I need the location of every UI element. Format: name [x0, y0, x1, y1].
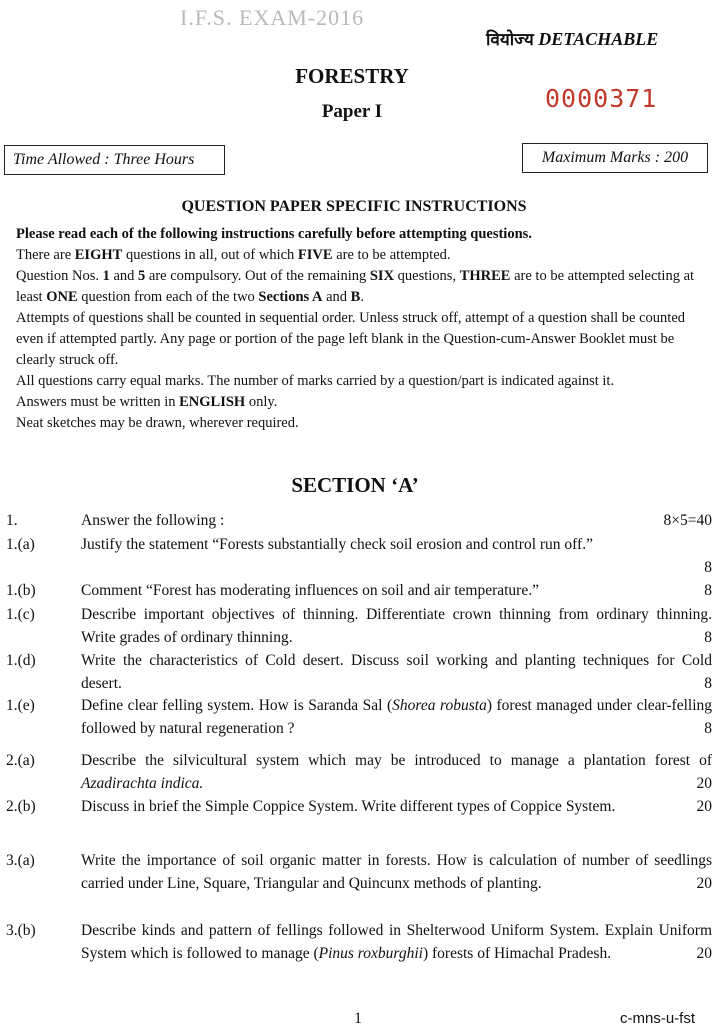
question-number: 2.(b): [6, 798, 36, 815]
instruction-4: All questions carry equal marks. The number of marks carried by a question/part is indicated against it.: [16, 373, 615, 389]
question-2a: 2.(a) Describe the silvicultural system which may be introduced to manage a plantation forest of Azadirachta indica. 20: [0, 749, 720, 795]
question-marks: 20: [696, 775, 712, 792]
question-marks: 20: [696, 798, 712, 815]
question-marks: 8: [704, 720, 712, 737]
serial-number: 0000371: [545, 84, 658, 113]
question-text: Write the importance of soil organic matter in forests. How is calculation of number of seedlings carried under Line, Square, Triangular and Quincunx methods of planting.: [81, 852, 712, 892]
instruction-2: Question Nos. 1 and 5 are compulsory. Out of the remaining SIX questions, THREE are to be attempted selecting at least ONE question from each of the two Sections A and B.: [16, 268, 695, 305]
instructions-heading: QUESTION PAPER SPECIFIC INSTRUCTIONS: [181, 198, 527, 215]
page-number: 1: [354, 1010, 362, 1027]
detachable-label: [486, 27, 658, 50]
question-1e: 1.(e) Define clear felling system. How is Saranda Sal (Shorea robusta) forest managed under clear-felling followed by natural regeneration ? 8: [0, 694, 720, 740]
question-1d: [0, 649, 720, 695]
question-text: Describe important objectives of thinning. Differentiate crown thinning from ordinary thinning. Write grades of ordinary thinning.: [81, 606, 712, 646]
question-1a: [0, 533, 720, 579]
question-text: Discuss in brief the Simple Coppice System. Write different types of Coppice System.: [81, 798, 616, 815]
question-1: [0, 509, 720, 532]
question-number: 1.(d): [6, 652, 36, 669]
instruction-6: Neat sketches may be drawn, wherever required.: [16, 415, 299, 431]
question-3a: [0, 849, 720, 918]
question-marks: 8: [704, 559, 712, 576]
question-number: 1.(e): [6, 697, 35, 714]
species-name: Shorea robusta: [392, 697, 487, 714]
question-marks: 8: [704, 675, 712, 692]
question-marks: 8: [704, 629, 712, 646]
question-marks: 8: [704, 582, 712, 599]
question-marks: 20: [696, 875, 712, 892]
detachable-hindi: वियोज्य: [486, 30, 534, 50]
question-text: Write the characteristics of Cold desert. Discuss soil working and planting techniques for Cold desert.: [81, 652, 712, 692]
question-1c: [0, 603, 720, 649]
time-allowed-box: Time Allowed : Three Hours: [4, 145, 225, 175]
instructions-block: [16, 224, 698, 434]
question-number: 1.(a): [6, 536, 35, 553]
instruction-1: There are EIGHT questions in all, out of which FIVE are to be attempted.: [16, 247, 451, 263]
question-number: 3.(b): [6, 922, 36, 939]
question-number: 1.(b): [6, 582, 36, 599]
maximum-marks-box: Maximum Marks : 200: [522, 143, 708, 173]
paper-code: c-mns-u-fst: [620, 1010, 695, 1027]
species-name: Azadirachta indica.: [81, 775, 204, 792]
question-text: Answer the following :: [81, 512, 225, 529]
question-1b: [0, 579, 720, 602]
instruction-5: Answers must be written in ENGLISH only.: [16, 394, 278, 410]
question-marks: 20: [696, 945, 712, 962]
instructions-lead: Please read each of the following instructions carefully before attempting questions.: [16, 226, 532, 242]
detachable-english: DETACHABLE: [538, 29, 659, 49]
paper-number: Paper I: [321, 101, 383, 122]
question-number: 1.: [6, 512, 18, 529]
exam-title: I.F.S. EXAM-2016: [180, 5, 365, 30]
subject-title: FORESTRY: [295, 64, 409, 88]
question-2b: [0, 795, 720, 841]
question-3b: 3.(b) Describe kinds and pattern of fellings followed in Shelterwood Uniform System. Explain Uniform System which is followed to manage (Pinus roxburghii) forests of Himachal Pradesh. 20: [0, 919, 720, 988]
question-text: Comment “Forest has moderating influences on soil and air temperature.”: [81, 582, 539, 599]
species-name: Pinus roxburghii: [318, 945, 423, 962]
instruction-3: Attempts of questions shall be counted in sequential order. Unless struck off, attempt of a question shall be counted even if attempted partly. Any page or portion of the page left blank in the Question-cum-Answer Booklet must be clearly struck off.: [16, 310, 686, 368]
section-a-heading: SECTION ‘A’: [291, 473, 419, 497]
question-number: 2.(a): [6, 752, 35, 769]
question-number: 1.(c): [6, 606, 35, 623]
question-text: Justify the statement “Forests substantially check soil erosion and control run off.”: [81, 536, 593, 553]
question-number: 3.(a): [6, 852, 35, 869]
question-marks: 8×5=40: [663, 512, 712, 529]
